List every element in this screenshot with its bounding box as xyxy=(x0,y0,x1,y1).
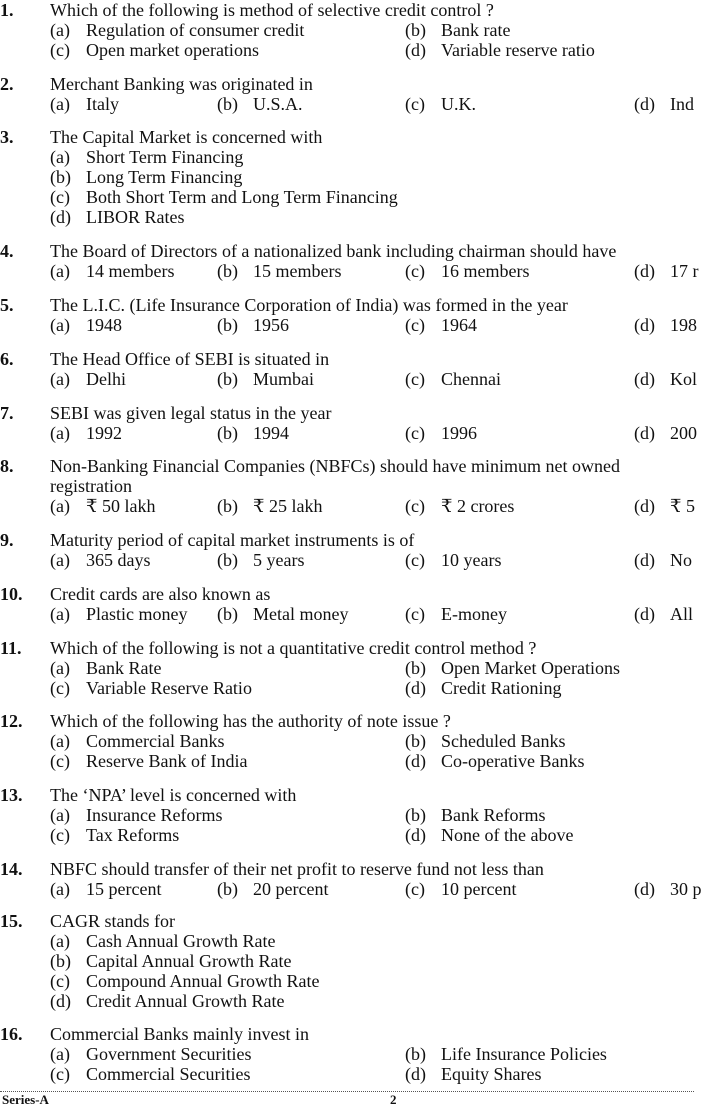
option-row xyxy=(0,658,694,678)
option-text: None of the above xyxy=(441,825,574,845)
option-row xyxy=(0,678,694,698)
option-letter: (b) xyxy=(50,951,71,971)
option-letter: (b) xyxy=(217,261,238,281)
option-c xyxy=(405,550,501,570)
page-divider xyxy=(0,1091,694,1092)
option-letter: (a) xyxy=(50,315,70,335)
option-letter: (a) xyxy=(50,369,70,389)
option-letter: (a) xyxy=(50,604,70,624)
option-letter: (b) xyxy=(405,658,426,678)
question-12 xyxy=(0,711,694,771)
option-a xyxy=(50,369,126,389)
option-text: 1964 xyxy=(441,315,477,335)
question-number: 13. xyxy=(0,785,23,805)
question-number: 7. xyxy=(0,403,14,423)
option-letter: (b) xyxy=(405,805,426,825)
option-b xyxy=(405,20,510,40)
option-letter: (d) xyxy=(405,40,426,60)
option-letter: (b) xyxy=(217,550,238,570)
option-b xyxy=(217,879,328,899)
question-5 xyxy=(0,295,697,335)
option-b xyxy=(217,315,289,335)
option-row xyxy=(0,94,694,114)
option-a xyxy=(50,1044,251,1064)
option-b xyxy=(405,1044,607,1064)
option-row xyxy=(0,423,697,443)
option-text: Bank Reforms xyxy=(441,805,546,825)
option-letter: (c) xyxy=(50,187,70,207)
option-text: Variable Reserve Ratio xyxy=(86,678,252,698)
option-a xyxy=(50,879,161,899)
question-13 xyxy=(0,785,694,845)
option-text: 16 members xyxy=(441,261,530,281)
option-text: Regulation of consumer credit xyxy=(86,20,305,40)
question-number: 9. xyxy=(0,530,14,550)
option-text: Co-operative Banks xyxy=(441,751,585,771)
option-letter: (c) xyxy=(405,369,425,389)
option-row xyxy=(0,731,694,751)
option-text: Ind xyxy=(670,94,694,114)
option-b xyxy=(217,369,314,389)
option-letter: (d) xyxy=(634,604,655,624)
option-row xyxy=(0,825,694,845)
question-text: SEBI was given legal status in the year xyxy=(50,403,332,423)
option-text: 5 years xyxy=(253,550,305,570)
option-text: Short Term Financing xyxy=(86,147,244,167)
option-letter: (a) xyxy=(50,931,70,951)
option-letter: (a) xyxy=(50,879,70,899)
option-letter: (c) xyxy=(405,315,425,335)
option-letter: (d) xyxy=(634,94,655,114)
option-row xyxy=(0,1064,694,1084)
option-text: Capital Annual Growth Rate xyxy=(86,951,292,971)
option-letter: (c) xyxy=(50,825,70,845)
option-a xyxy=(50,931,275,951)
option-letter: (d) xyxy=(634,550,655,570)
option-row xyxy=(0,751,694,771)
option-text: Life Insurance Policies xyxy=(441,1044,607,1064)
option-a xyxy=(50,147,243,167)
option-c xyxy=(405,261,529,281)
question-8 xyxy=(0,456,694,516)
option-letter: (a) xyxy=(50,20,70,40)
option-text: 15 members xyxy=(253,261,342,281)
option-text: Plastic money xyxy=(86,604,188,624)
option-d xyxy=(634,261,699,281)
question-text: Non-Banking Financial Companies (NBFCs) should have minimum net owned xyxy=(50,456,620,476)
option-text: Insurance Reforms xyxy=(86,805,223,825)
option-text: 10 percent xyxy=(441,879,517,899)
option-letter: (b) xyxy=(217,604,238,624)
option-text: No xyxy=(670,550,692,570)
option-d xyxy=(405,1064,542,1084)
option-letter: (c) xyxy=(405,550,425,570)
option-letter: (b) xyxy=(217,369,238,389)
option-c xyxy=(405,369,501,389)
option-letter: (d) xyxy=(634,261,655,281)
question-number: 11. xyxy=(0,638,22,658)
option-letter: (d) xyxy=(634,496,655,516)
option-text: Compound Annual Growth Rate xyxy=(86,971,320,991)
option-row xyxy=(0,971,694,991)
option-c xyxy=(50,1064,250,1084)
question-text: The ‘NPA’ level is concerned with xyxy=(50,785,297,805)
option-letter: (d) xyxy=(405,678,426,698)
option-c xyxy=(405,423,477,443)
option-text: Mumbai xyxy=(253,369,314,389)
option-letter: (c) xyxy=(405,879,425,899)
question-number: 6. xyxy=(0,349,14,369)
option-text: Government Securities xyxy=(86,1044,252,1064)
option-a xyxy=(50,805,222,825)
option-text: U.K. xyxy=(441,94,476,114)
option-letter: (b) xyxy=(405,1044,426,1064)
option-letter: (b) xyxy=(217,879,238,899)
option-row xyxy=(0,40,694,60)
question-11 xyxy=(0,638,694,698)
option-letter: (a) xyxy=(50,423,70,443)
option-text: Bank Rate xyxy=(86,658,162,678)
question-1 xyxy=(0,0,694,60)
option-b xyxy=(217,604,348,624)
question-16 xyxy=(0,1024,694,1084)
question-text: The Head Office of SEBI is situated in xyxy=(50,349,330,369)
option-letter: (c) xyxy=(405,261,425,281)
option-letter: (c) xyxy=(50,751,70,771)
question-number: 4. xyxy=(0,241,14,261)
option-row xyxy=(0,604,694,624)
option-letter: (d) xyxy=(405,1064,426,1084)
option-letter: (b) xyxy=(217,496,238,516)
option-text: Metal money xyxy=(253,604,349,624)
series-label: Series-A xyxy=(2,1092,49,1107)
option-d xyxy=(50,991,284,1011)
question-number: 3. xyxy=(0,127,14,147)
option-letter: (d) xyxy=(634,423,655,443)
option-row xyxy=(0,550,694,570)
option-a xyxy=(50,604,188,624)
question-9 xyxy=(0,530,694,570)
option-row xyxy=(0,315,697,335)
question-text: Maturity period of capital market instruments is of xyxy=(50,530,415,550)
option-c xyxy=(405,496,514,516)
option-c xyxy=(50,678,252,698)
option-a xyxy=(50,550,151,570)
option-letter: (a) xyxy=(50,94,70,114)
option-text: LIBOR Rates xyxy=(86,207,185,227)
option-text: Variable reserve ratio xyxy=(441,40,595,60)
option-row xyxy=(0,369,697,389)
option-text: ₹ 2 crores xyxy=(441,496,515,516)
page-number: 2 xyxy=(390,1092,397,1107)
option-row xyxy=(0,805,694,825)
option-letter: (c) xyxy=(50,678,70,698)
option-text: 1996 xyxy=(441,423,477,443)
option-text: ₹ 50 lakh xyxy=(86,496,156,516)
question-text: NBFC should transfer of their net profit to reserve fund not less than xyxy=(50,859,544,879)
question-number: 2. xyxy=(0,74,14,94)
option-a xyxy=(50,261,174,281)
option-c xyxy=(405,94,476,114)
option-c xyxy=(50,971,319,991)
question-2 xyxy=(0,74,694,114)
option-row xyxy=(0,1044,694,1064)
option-text: Scheduled Banks xyxy=(441,731,566,751)
option-text: Bank rate xyxy=(441,20,511,40)
option-row xyxy=(0,496,694,516)
question-text: The Board of Directors of a nationalized bank including chairman should have xyxy=(50,241,617,261)
question-number: 5. xyxy=(0,295,14,315)
option-d xyxy=(634,879,702,899)
option-text: Both Short Term and Long Term Financing xyxy=(86,187,398,207)
option-text: Commercial Securities xyxy=(86,1064,251,1084)
option-c xyxy=(50,825,179,845)
option-b xyxy=(405,805,545,825)
option-row xyxy=(0,147,694,167)
question-text: Merchant Banking was originated in xyxy=(50,74,313,94)
option-text: 15 percent xyxy=(86,879,162,899)
option-letter: (b) xyxy=(405,20,426,40)
option-text: Open market operations xyxy=(86,40,259,60)
question-7 xyxy=(0,403,697,443)
option-a xyxy=(50,731,224,751)
option-text: Equity Shares xyxy=(441,1064,542,1084)
option-c xyxy=(50,187,398,207)
option-a xyxy=(50,94,119,114)
option-d xyxy=(634,496,695,516)
option-letter: (d) xyxy=(405,751,426,771)
option-row xyxy=(0,261,699,281)
option-letter: (c) xyxy=(405,423,425,443)
option-b xyxy=(405,731,565,751)
option-text: Chennai xyxy=(441,369,501,389)
option-letter: (a) xyxy=(50,731,70,751)
option-d xyxy=(405,751,584,771)
option-c xyxy=(405,315,477,335)
option-d xyxy=(50,207,185,227)
option-b xyxy=(217,423,289,443)
option-text: 365 days xyxy=(86,550,151,570)
option-c xyxy=(405,604,507,624)
option-letter: (a) xyxy=(50,550,70,570)
option-text: ₹ 5 xyxy=(670,496,695,516)
option-d xyxy=(405,40,595,60)
option-row xyxy=(0,951,694,971)
option-letter: (a) xyxy=(50,805,70,825)
option-c xyxy=(405,879,516,899)
question-text: Which of the following has the authority of note issue ? xyxy=(50,711,451,731)
option-b xyxy=(50,167,242,187)
question-number: 10. xyxy=(0,584,23,604)
option-text: 1956 xyxy=(253,315,289,335)
option-letter: (a) xyxy=(50,261,70,281)
option-letter: (a) xyxy=(50,658,70,678)
question-text: The L.I.C. (Life Insurance Corporation of India) was formed in the year xyxy=(50,295,568,315)
option-letter: (a) xyxy=(50,1044,70,1064)
option-b xyxy=(217,261,341,281)
option-d xyxy=(634,369,697,389)
option-letter: (c) xyxy=(405,496,425,516)
option-text: Credit Annual Growth Rate xyxy=(86,991,285,1011)
question-4 xyxy=(0,241,699,281)
option-letter: (c) xyxy=(405,94,425,114)
question-text-continued: registration xyxy=(50,476,132,496)
option-text: Credit Rationing xyxy=(441,678,562,698)
question-number: 16. xyxy=(0,1024,23,1044)
question-number: 8. xyxy=(0,456,14,476)
option-text: 17 r xyxy=(670,261,699,281)
option-letter: (b) xyxy=(217,423,238,443)
option-text: 1948 xyxy=(86,315,122,335)
option-text: All xyxy=(670,604,694,624)
option-letter: (b) xyxy=(217,94,238,114)
option-d xyxy=(634,94,694,114)
option-text: 30 p xyxy=(670,879,702,899)
option-a xyxy=(50,20,304,40)
option-a xyxy=(50,423,122,443)
question-number: 14. xyxy=(0,859,23,879)
option-letter: (d) xyxy=(50,207,71,227)
question-10 xyxy=(0,584,694,624)
option-text: Reserve Bank of India xyxy=(86,751,248,771)
question-text: Which of the following is method of selective credit control ? xyxy=(50,0,494,20)
option-text: 10 years xyxy=(441,550,502,570)
option-d xyxy=(634,550,692,570)
question-number: 12. xyxy=(0,711,23,731)
option-text: Kol xyxy=(670,369,697,389)
option-letter: (a) xyxy=(50,147,70,167)
option-d xyxy=(405,825,573,845)
option-letter: (d) xyxy=(50,991,71,1011)
option-letter: (d) xyxy=(634,315,655,335)
option-text: 1994 xyxy=(253,423,289,443)
option-letter: (c) xyxy=(50,971,70,991)
option-text: Italy xyxy=(86,94,119,114)
option-b xyxy=(217,550,304,570)
question-number: 1. xyxy=(0,0,14,20)
option-row xyxy=(0,207,694,227)
question-text: The Capital Market is concerned with xyxy=(50,127,323,147)
option-d xyxy=(634,423,697,443)
option-text: Long Term Financing xyxy=(86,167,243,187)
option-row xyxy=(0,187,694,207)
option-letter: (d) xyxy=(634,369,655,389)
option-letter: (c) xyxy=(50,1064,70,1084)
option-b xyxy=(50,951,291,971)
option-row xyxy=(0,991,694,1011)
option-c xyxy=(50,40,259,60)
option-text: Tax Reforms xyxy=(86,825,180,845)
option-text: 198 xyxy=(670,315,697,335)
option-text: 200 xyxy=(670,423,697,443)
option-text: Commercial Banks xyxy=(86,731,225,751)
option-text: Delhi xyxy=(86,369,126,389)
option-b xyxy=(405,658,620,678)
option-letter: (b) xyxy=(217,315,238,335)
option-d xyxy=(634,315,697,335)
option-letter: (c) xyxy=(50,40,70,60)
option-text: 1992 xyxy=(86,423,122,443)
question-6 xyxy=(0,349,697,389)
option-text: Cash Annual Growth Rate xyxy=(86,931,276,951)
question-number: 15. xyxy=(0,911,23,931)
option-text: E-money xyxy=(441,604,507,624)
option-row xyxy=(0,167,694,187)
option-d xyxy=(405,678,562,698)
option-text: 14 members xyxy=(86,261,175,281)
question-15 xyxy=(0,911,694,1011)
option-a xyxy=(50,315,122,335)
option-a xyxy=(50,658,161,678)
question-text: Credit cards are also known as xyxy=(50,584,271,604)
option-letter: (a) xyxy=(50,496,70,516)
question-14 xyxy=(0,859,702,899)
question-3 xyxy=(0,127,694,227)
option-row xyxy=(0,931,694,951)
option-letter: (b) xyxy=(405,731,426,751)
option-letter: (c) xyxy=(405,604,425,624)
option-c xyxy=(50,751,247,771)
option-text: Open Market Operations xyxy=(441,658,620,678)
option-b xyxy=(217,94,303,114)
option-text: U.S.A. xyxy=(253,94,303,114)
option-letter: (d) xyxy=(634,879,655,899)
option-letter: (b) xyxy=(50,167,71,187)
option-text: ₹ 25 lakh xyxy=(253,496,323,516)
question-text: Which of the following is not a quantitative credit control method ? xyxy=(50,638,537,658)
option-d xyxy=(634,604,693,624)
option-row xyxy=(0,879,702,899)
question-text: Commercial Banks mainly invest in xyxy=(50,1024,309,1044)
option-letter: (d) xyxy=(405,825,426,845)
option-text: 20 percent xyxy=(253,879,329,899)
option-a xyxy=(50,496,155,516)
option-row xyxy=(0,20,694,40)
question-text: CAGR stands for xyxy=(50,911,175,931)
option-b xyxy=(217,496,322,516)
